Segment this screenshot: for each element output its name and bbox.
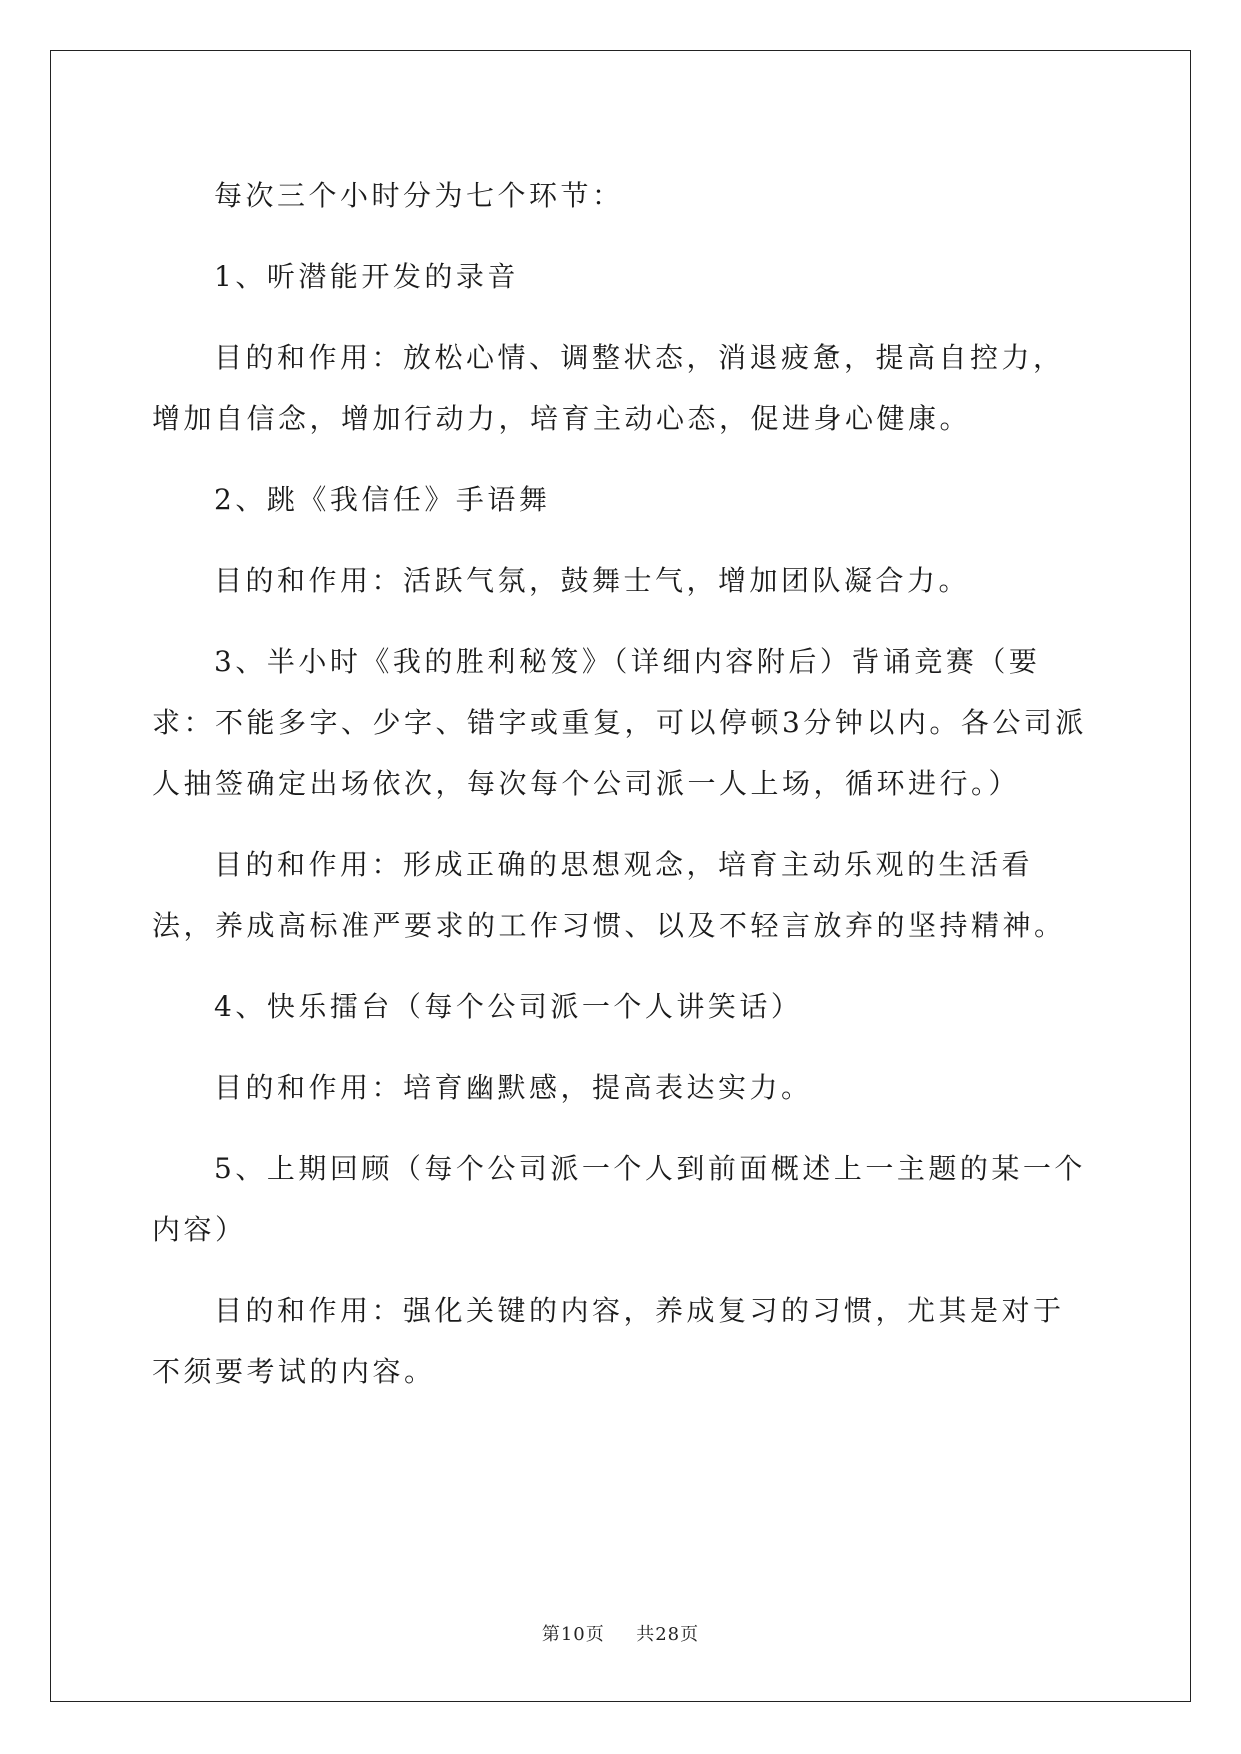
page-footer	[0, 1623, 1241, 1647]
paragraph: 目的和作用：形成正确的思想观念，培育主动乐观的生活看法，养成高标准严要求的工作习惯、以及不轻言放弃的坚持精神。	[152, 848, 1066, 942]
list-item-heading: 1、听潜能开发的录音	[214, 260, 519, 293]
paragraph: 目的和作用：培育幽默感，提高表达实力。	[214, 1071, 813, 1104]
paragraph: 目的和作用：强化关键的内容，养成复习的习惯，尤其是对于不须要考试的内容。	[152, 1294, 1065, 1388]
list-item-heading: 2、跳《我信任》手语舞	[214, 483, 551, 516]
paragraph: 目的和作用：放松心情、调整状态，消退疲惫，提高自控力，增加自信念，增加行动力，培育主动心态，促进身心健康。	[152, 341, 1065, 435]
paragraph: 每次三个小时分为七个环节：	[214, 179, 624, 212]
list-item-heading: 4、快乐擂台（每个公司派一个人讲笑话）	[214, 990, 803, 1023]
paragraph: 目的和作用：活跃气氛，鼓舞士气，增加团队凝合力。	[214, 564, 971, 597]
document-body	[152, 165, 1092, 1402]
page-total: 共28页	[636, 1624, 700, 1645]
list-item-heading: 3、半小时《我的胜利秘笈》（详细内容附后）背诵竞赛（要求：不能多字、少字、错字或重复，可以停顿3分钟以内。各公司派人抽签确定出场依次，每次每个公司派一人上场，循环进行。）	[152, 645, 1087, 800]
page-number: 第10页	[541, 1624, 605, 1645]
list-item-heading: 5、上期回顾（每个公司派一个人到前面概述上一主题的某一个内容）	[152, 1152, 1086, 1246]
